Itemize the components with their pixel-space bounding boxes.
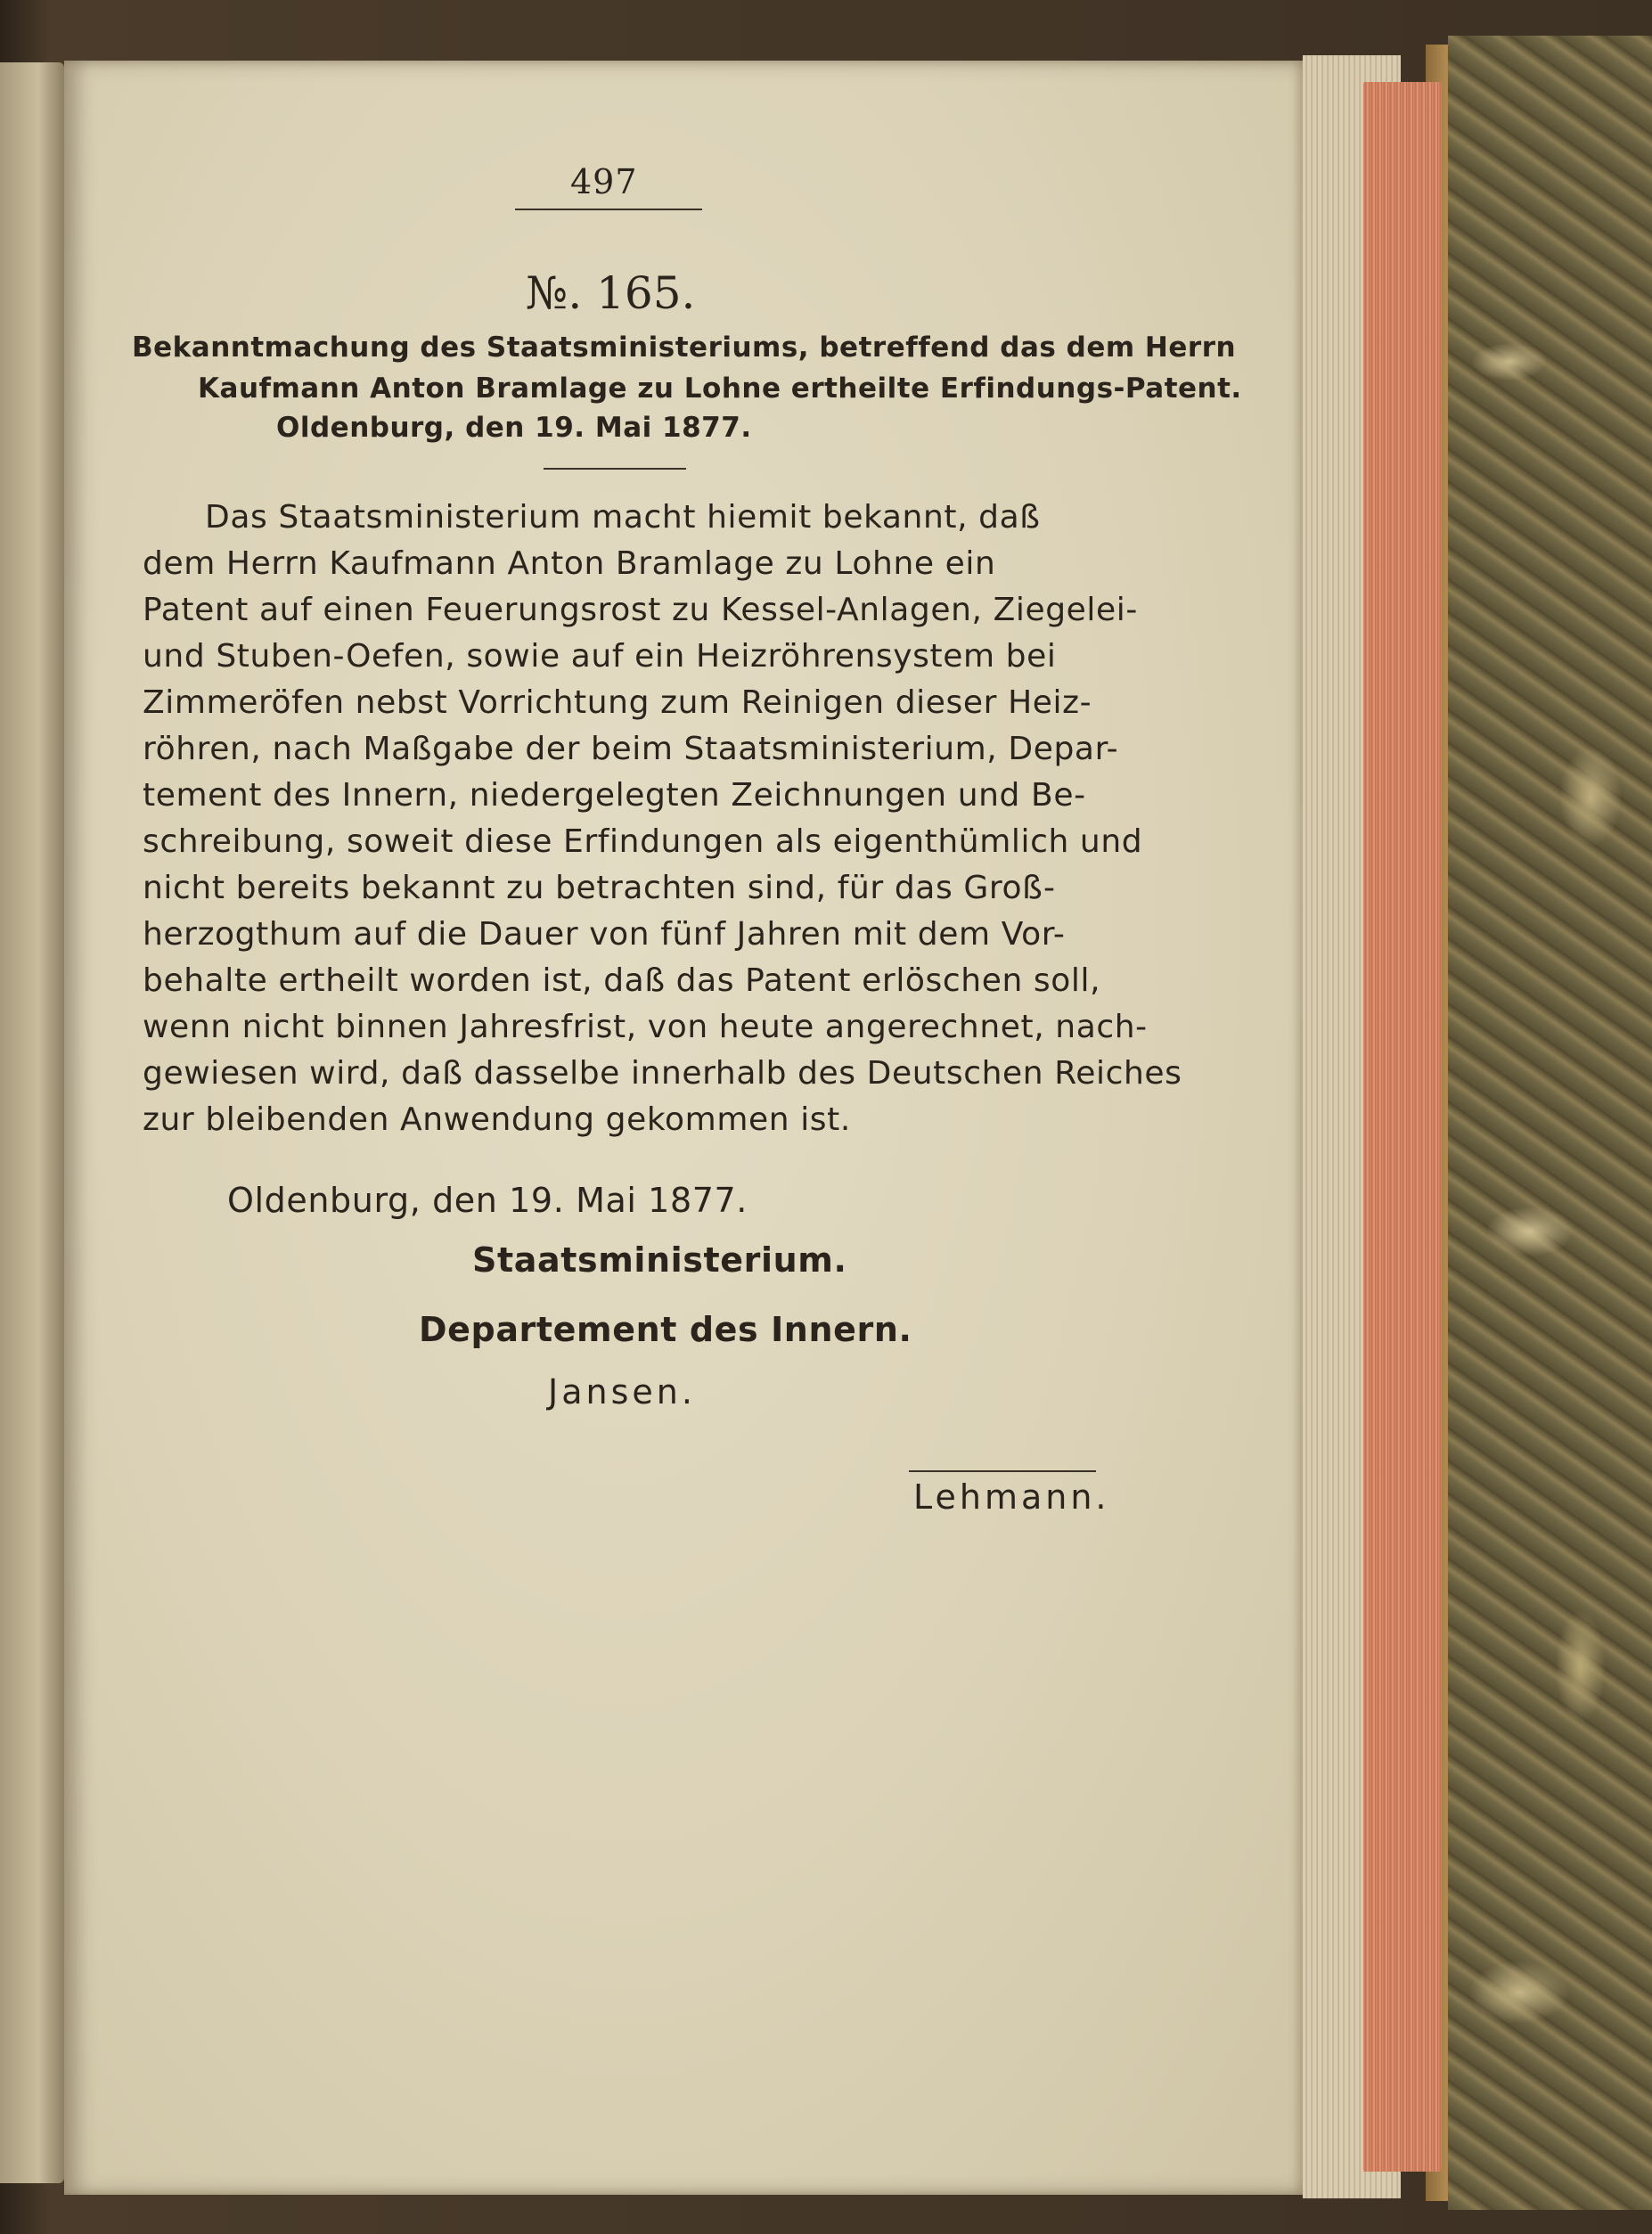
body-line-9: nicht bereits bekannt zu betrachten sind, für das Groß-: [143, 870, 1056, 906]
body-line-4: und Stuben-Oefen, sowie auf ein Heizröhrensystem bei: [143, 638, 1057, 675]
closing-place-date: Oldenburg, den 19. Mai 1877.: [227, 1181, 748, 1220]
body-line-13: gewiesen wird, daß dasselbe innerhalb des Deutschen Reiches: [143, 1055, 1182, 1092]
body-line-1: Das Staatsministerium macht hiemit bekannt, daß: [205, 499, 1041, 536]
body-line-5: Zimmeröfen nebst Vorrichtung zum Reinigen dieser Heiz-: [143, 684, 1092, 721]
closing-authority: Staatsministerium.: [472, 1240, 847, 1280]
closing-signatory: Jansen.: [548, 1372, 696, 1412]
body-line-14: zur bleibenden Anwendung gekommen ist.: [143, 1101, 851, 1138]
title-rule: [544, 468, 686, 470]
page-number: 497: [570, 162, 638, 201]
countersign-rule: [909, 1470, 1096, 1472]
closing-department: Departement des Innern.: [419, 1310, 912, 1349]
body-line-8: schreibung, soweit diese Erfindungen als eigenthümlich und: [143, 823, 1143, 860]
body-line-2: dem Herrn Kaufmann Anton Bramlage zu Lohne ein: [143, 545, 996, 582]
body-line-3: Patent auf einen Feuerungsrost zu Kessel-Anlagen, Ziegelei-: [143, 592, 1138, 628]
title-line-3: Oldenburg, den 19. Mai 1877.: [276, 412, 752, 444]
body-line-11: behalte ertheilt worden ist, daß das Patent erlöschen soll,: [143, 962, 1101, 999]
title-line-2: Kaufmann Anton Bramlage zu Lohne ertheilte Erfindungs-Patent.: [198, 372, 1242, 405]
body-line-10: herzogthum auf die Dauer von fünf Jahren mit dem Vor-: [143, 916, 1066, 953]
body-line-12: wenn nicht binnen Jahresfrist, von heute angerechnet, nach-: [143, 1009, 1148, 1045]
body-line-6: röhren, nach Maßgabe der beim Staatsministerium, Depar-: [143, 731, 1119, 767]
header-rule: [515, 209, 702, 210]
closing-countersign: Lehmann.: [913, 1477, 1110, 1517]
document-number: №. 165.: [526, 267, 696, 319]
title-line-1: Bekanntmachung des Staatsministeriums, betreffend das dem Herrn: [132, 331, 1237, 364]
body-line-7: tement des Innern, niedergelegten Zeichnungen und Be-: [143, 777, 1086, 814]
